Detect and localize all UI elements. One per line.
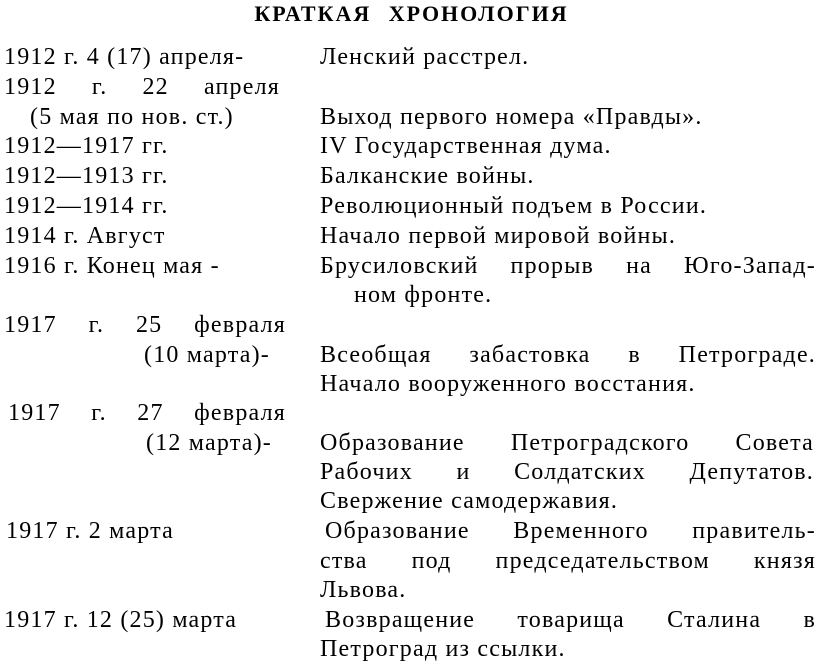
entry-event: Петроград из ссылки. <box>320 636 566 662</box>
entry-event: Львова. <box>320 577 407 603</box>
entry-event: Начало вооруженного восстания. <box>320 371 696 397</box>
entry-event: Всеобщая забастовка в Петрограде. <box>320 342 816 368</box>
entry-event: Революционный подъем в России. <box>320 193 708 219</box>
entry-date: 1917 г. 12 (25) марта <box>4 607 238 633</box>
entry-event: Возвращение товарища Сталина в <box>325 607 816 633</box>
entry-event: Балканские войны. <box>320 163 535 189</box>
entry-date: 1912 г. 22 апреля <box>4 74 280 100</box>
entry-event: Образование Петроградского Совета <box>320 430 814 456</box>
entry-date: (12 марта)- <box>146 430 272 456</box>
entry-event: ства под председательством князя <box>320 548 816 574</box>
entry-date: (10 марта)- <box>144 342 270 368</box>
entry-event: Свержение самодержавия. <box>320 488 619 514</box>
entry-event: Ленский расстрел. <box>320 44 530 70</box>
entry-event: Брусиловский прорыв на Юго-Запад- <box>320 253 816 279</box>
entry-event: Рабочих и Солдатских Депутатов. <box>320 459 814 485</box>
entry-date: 1912—1914 гг. <box>4 193 169 219</box>
entry-date: 1916 г. Конец мая - <box>4 253 220 279</box>
entry-event: ном фронте. <box>354 282 493 308</box>
entry-event: IV Государственная дума. <box>320 133 612 159</box>
entry-event: Образование Временного правитель- <box>325 518 816 544</box>
entry-date: 1917 г. 27 февраля <box>8 400 286 426</box>
entry-event: Выход первого номера «Правды». <box>320 104 703 130</box>
entry-date: 1912—1913 гг. <box>4 163 169 189</box>
entry-event: Начало первой мировой войны. <box>320 223 677 249</box>
entry-date: 1914 г. Август <box>4 223 166 249</box>
entry-date: (5 мая по нов. ст.) <box>30 104 234 130</box>
entry-date: 1917 г. 25 февраля <box>4 312 286 338</box>
page-title: КРАТКАЯ ХРОНОЛОГИЯ <box>254 1 569 26</box>
entry-date: 1912—1917 гг. <box>4 133 169 159</box>
entry-date: 1917 г. 2 марта <box>6 518 174 544</box>
entry-date: 1912 г. 4 (17) апреля- <box>4 44 245 70</box>
